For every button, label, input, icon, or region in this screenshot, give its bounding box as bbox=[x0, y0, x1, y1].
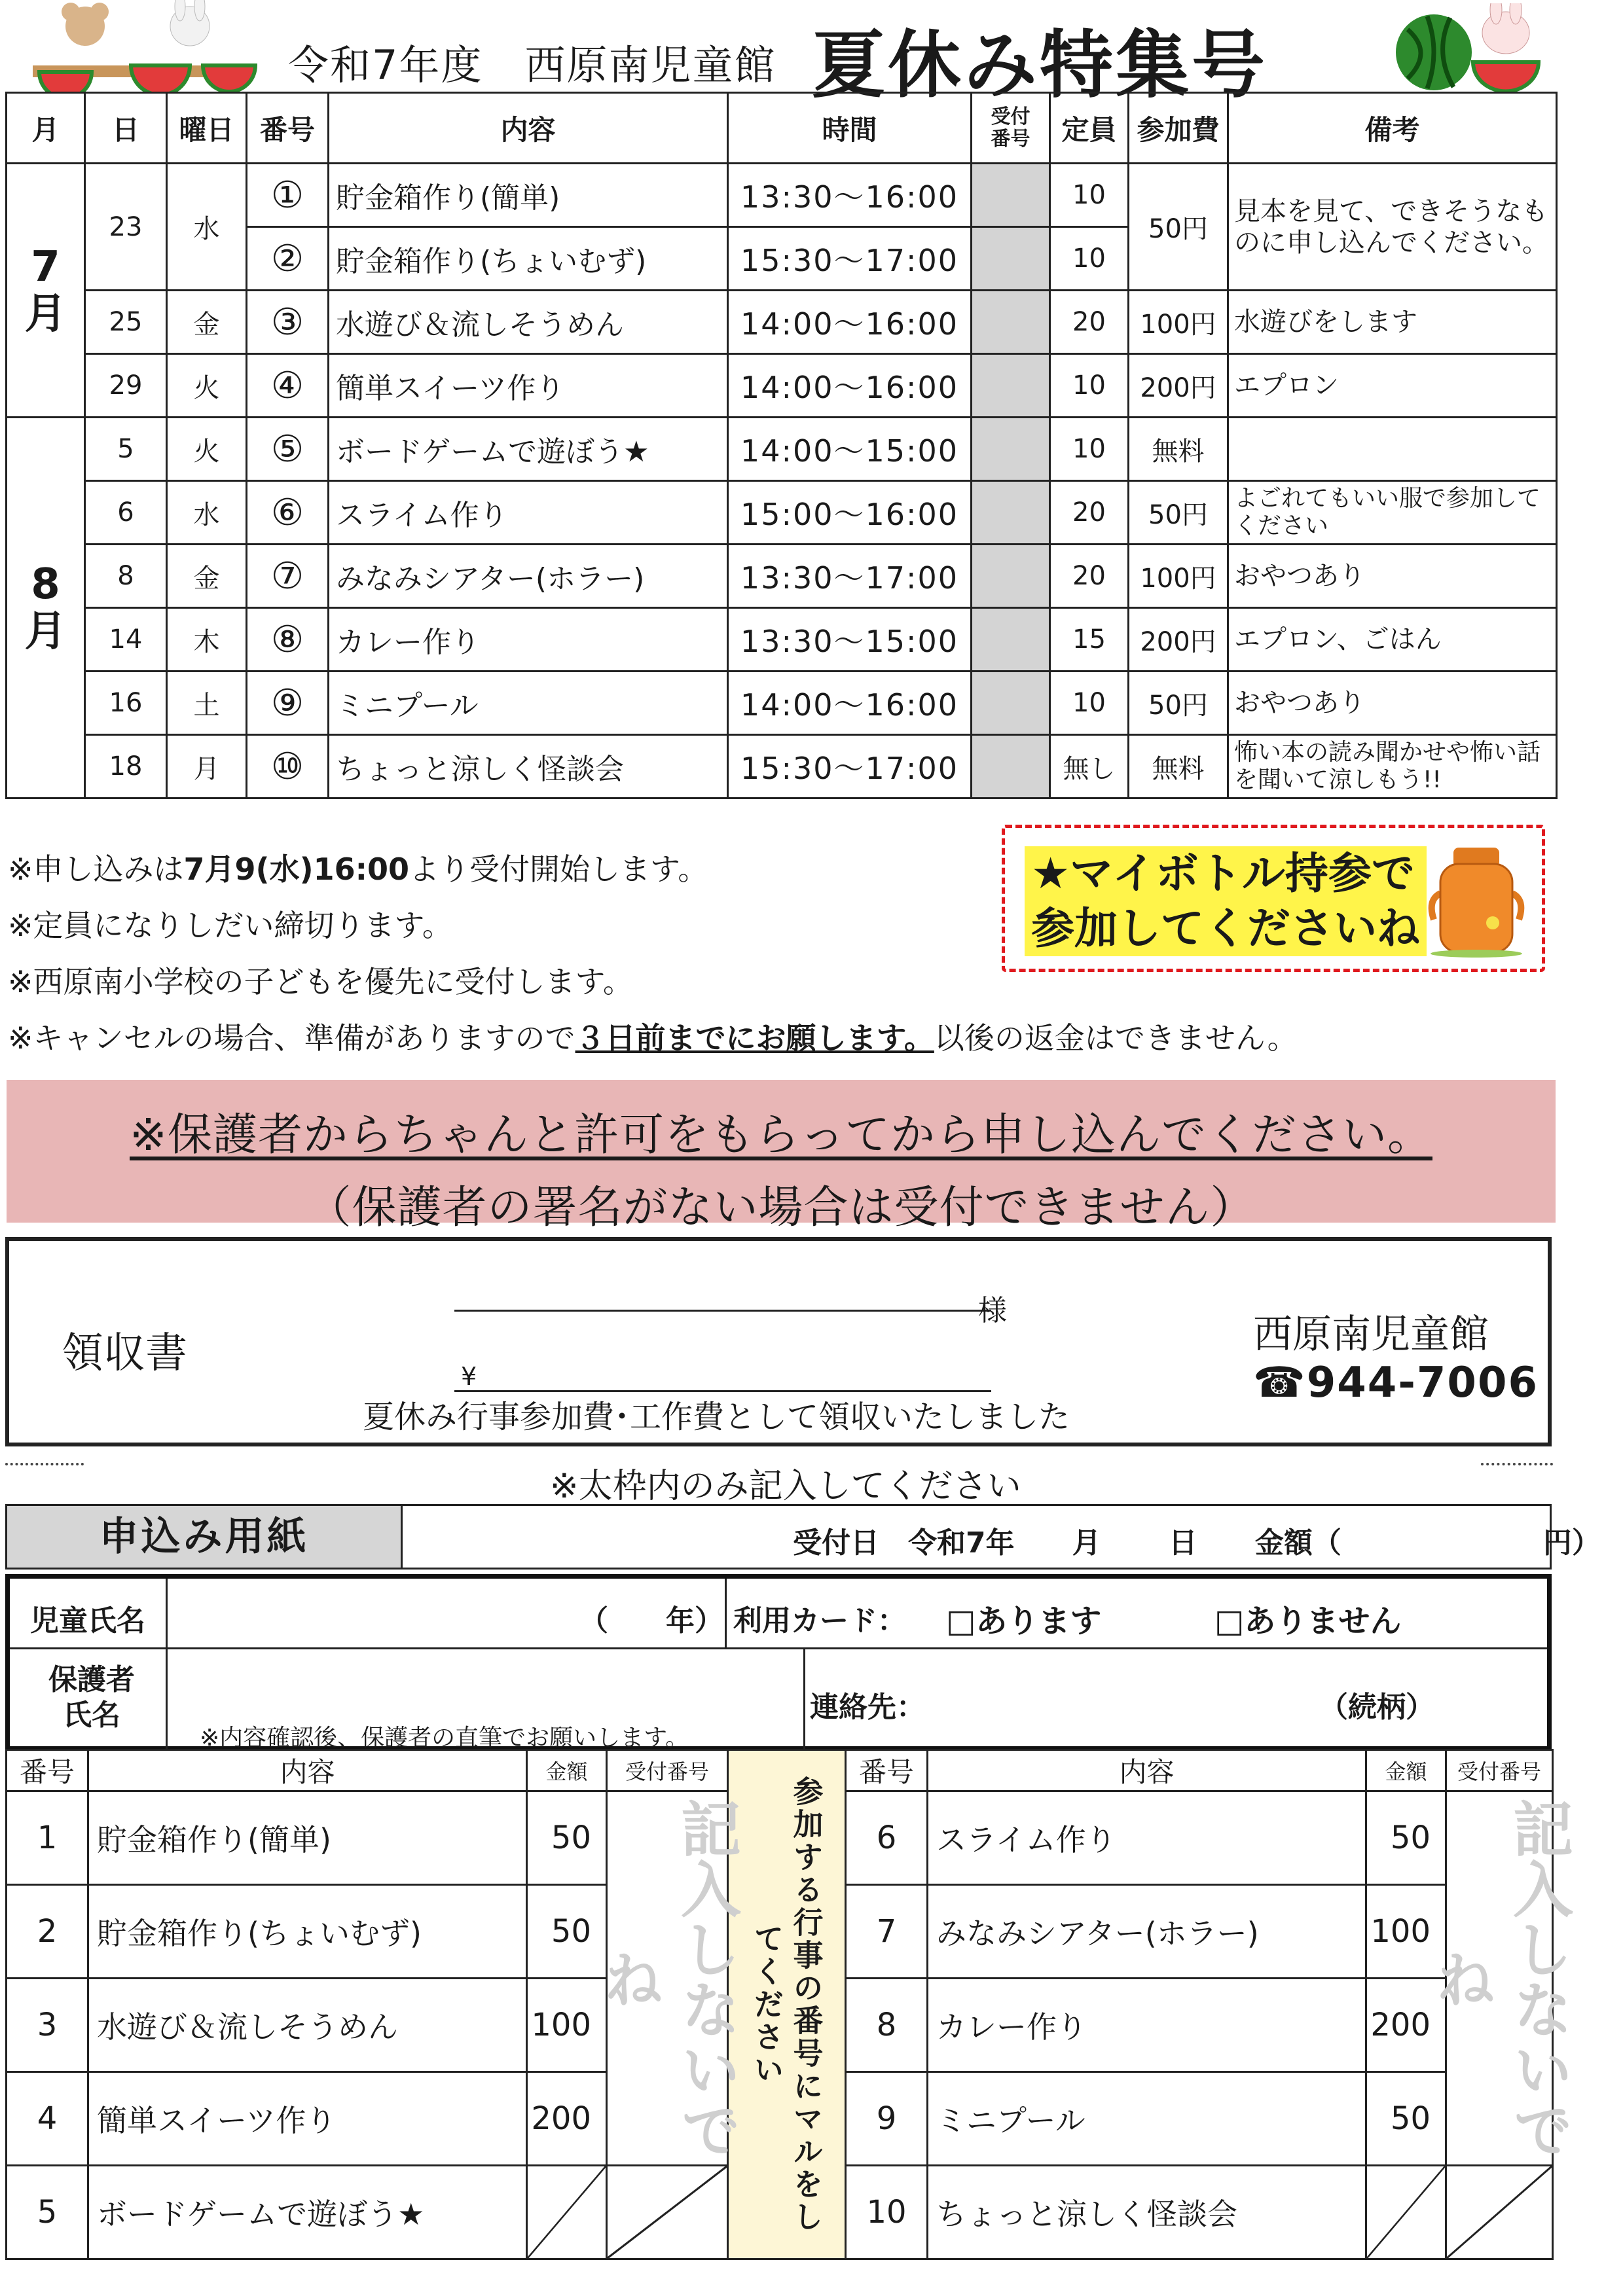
capacity-cell: 20 bbox=[1050, 291, 1129, 354]
fee-cell: 無料 bbox=[1129, 735, 1228, 798]
capacity-cell: 10 bbox=[1050, 164, 1129, 227]
event-content: カレー作り bbox=[928, 1979, 1366, 2072]
watermelon-rabbit-illustration bbox=[1388, 3, 1545, 92]
table-row bbox=[7, 608, 1557, 672]
event-amount: 50 bbox=[1366, 1791, 1446, 1885]
col-number: 番号 bbox=[846, 1750, 928, 1791]
number-cell: ⑤ bbox=[247, 418, 329, 481]
fee-cell: 無料 bbox=[1129, 418, 1228, 481]
number-cell: ⑩ bbox=[247, 735, 329, 798]
event-amount: 200 bbox=[527, 2072, 607, 2166]
slash-mark bbox=[608, 2166, 727, 2258]
receipt-name-line bbox=[454, 1310, 991, 1312]
time-cell: 15:00～16:00 bbox=[728, 481, 972, 545]
time-cell: 13:30～17:00 bbox=[728, 545, 972, 608]
content-cell: 貯金箱作り(ちょいむず) bbox=[329, 227, 728, 291]
receipt-number-cell bbox=[972, 227, 1050, 291]
event-number[interactable]: 2 bbox=[7, 1885, 88, 1979]
receipt-title: 領収書 bbox=[62, 1329, 187, 1378]
day-cell: 18 bbox=[85, 735, 167, 798]
note-cancel: ※キャンセルの場合、準備がありますので３日前までにお願します。以後の返金はできません。 bbox=[8, 1020, 1298, 1056]
fee-cell: 50円 bbox=[1129, 672, 1228, 735]
slash-mark bbox=[528, 2166, 606, 2258]
note-cell: よごれてもいい服で参加してください bbox=[1228, 481, 1557, 545]
note-priority: ※西原南小学校の子どもを優先に受付します。 bbox=[8, 964, 633, 999]
circle-instruction: 参加する行事の番号にマルをしてください bbox=[728, 1750, 846, 2259]
event-content: ボードゲームで遊ぼう★ bbox=[88, 2166, 527, 2259]
grade-label: （ 年） bbox=[579, 1604, 723, 1638]
card-yes-checkbox[interactable]: □あります bbox=[946, 1603, 1102, 1640]
table-row bbox=[7, 164, 1557, 227]
content-cell: 水遊び＆流しそうめん bbox=[329, 291, 728, 354]
weekday-cell: 金 bbox=[167, 291, 247, 354]
receipt bbox=[5, 1237, 1552, 1446]
fee-cell: 200円 bbox=[1129, 608, 1228, 672]
relation-label: （続柄） bbox=[1319, 1691, 1434, 1724]
event-number[interactable]: 5 bbox=[7, 2166, 88, 2259]
weekday-cell: 土 bbox=[167, 672, 247, 735]
time-cell: 13:30～16:00 bbox=[728, 164, 972, 227]
note-cell: 怖い本の読み聞かせや怖い話を聞いて涼しもう!! bbox=[1228, 735, 1557, 798]
guardian-label: 保護者氏名 bbox=[48, 1663, 135, 1732]
event-content: 貯金箱作り(ちょいむず) bbox=[88, 1885, 527, 1979]
receipt-slash-cell bbox=[607, 2166, 728, 2259]
weekday-cell: 火 bbox=[167, 354, 247, 418]
event-number[interactable]: 3 bbox=[7, 1979, 88, 2072]
content-cell: カレー作り bbox=[329, 608, 728, 672]
event-content: スライム作り bbox=[928, 1791, 1366, 1885]
amount-slash-cell bbox=[527, 2166, 607, 2259]
time-cell: 13:30～15:00 bbox=[728, 608, 972, 672]
col-number: 番号 bbox=[7, 1750, 88, 1791]
month-july: 7月 bbox=[7, 164, 85, 418]
col-receipt-number: 受付番号 bbox=[607, 1750, 728, 1791]
slash-mark bbox=[1367, 2166, 1445, 2258]
receipt-sama: 様 bbox=[978, 1294, 1007, 1327]
contact-field[interactable] bbox=[926, 1652, 1319, 1750]
note-cell: エプロン、ごはん bbox=[1228, 608, 1557, 672]
col-content: 内容 bbox=[88, 1750, 527, 1791]
time-cell: 15:30～17:00 bbox=[728, 227, 972, 291]
water-bottle-icon bbox=[1424, 841, 1529, 959]
note-start: ※申し込みは7月9(水)16:00より受付開始します。 bbox=[8, 852, 708, 887]
day-cell: 6 bbox=[85, 481, 167, 545]
month-august: 8月 bbox=[7, 418, 85, 798]
note-capacity: ※定員になりしだい締切ります。 bbox=[8, 908, 452, 943]
note-cell bbox=[1228, 418, 1557, 481]
note-cell: 見本を見て、できそうなものに申し込んでください。 bbox=[1228, 164, 1557, 291]
divider bbox=[166, 1579, 168, 1750]
event-amount: 50 bbox=[1366, 2072, 1446, 2166]
card-no-checkbox[interactable]: □ありません bbox=[1214, 1603, 1402, 1640]
card-label: 利用カード： bbox=[733, 1604, 906, 1638]
event-content: みなみシアター(ホラー) bbox=[928, 1885, 1366, 1979]
divider bbox=[725, 1579, 727, 1649]
fee-cell: 100円 bbox=[1129, 545, 1228, 608]
col-amount: 金額 bbox=[527, 1750, 607, 1791]
fill-instruction: ※太枠内のみ記入してください bbox=[550, 1467, 1021, 1506]
event-number[interactable]: 10 bbox=[846, 2166, 928, 2259]
grid-header-row bbox=[7, 1750, 1553, 1791]
number-cell: ⑧ bbox=[247, 608, 329, 672]
header-weekday: 曜日 bbox=[167, 93, 247, 164]
header-time: 時間 bbox=[728, 93, 972, 164]
guardian-banner: ※保護者からちゃんと許可をもらってから申し込んでください。 （保護者の署名がない場合は受付できません） bbox=[7, 1080, 1556, 1223]
event-content: ちょっと涼しく怪談会 bbox=[928, 2166, 1366, 2259]
number-cell: ④ bbox=[247, 354, 329, 418]
phone-number: ☎944-7006 bbox=[1253, 1359, 1539, 1407]
header bbox=[0, 0, 1623, 108]
content-cell: ミニプール bbox=[329, 672, 728, 735]
weekday-cell: 火 bbox=[167, 418, 247, 481]
content-cell: みなみシアター(ホラー) bbox=[329, 545, 728, 608]
content-cell: ちょっと涼しく怪談会 bbox=[329, 735, 728, 798]
event-number[interactable]: 1 bbox=[7, 1791, 88, 1885]
receipt-date-label: 受付日 令和7年 月 日 金額（ 円） bbox=[793, 1526, 1601, 1560]
application-header bbox=[5, 1504, 1601, 1570]
weekday-cell: 水 bbox=[167, 481, 247, 545]
header-day: 日 bbox=[85, 93, 167, 164]
bottle-callout bbox=[1002, 825, 1545, 972]
amount-slash-cell bbox=[1366, 2166, 1446, 2259]
time-cell: 14:00～16:00 bbox=[728, 354, 972, 418]
time-cell: 15:30～17:00 bbox=[728, 735, 972, 798]
day-cell: 23 bbox=[85, 164, 167, 291]
capacity-cell: 10 bbox=[1050, 227, 1129, 291]
receipt-number-cell bbox=[972, 418, 1050, 481]
event-number[interactable]: 8 bbox=[846, 1979, 928, 2072]
capacity-cell: 20 bbox=[1050, 545, 1129, 608]
receipt-number-cell bbox=[972, 481, 1050, 545]
number-cell: ① bbox=[247, 164, 329, 227]
table-row bbox=[7, 418, 1557, 481]
receipt-number-cell bbox=[972, 608, 1050, 672]
application-title: 申込み用紙 bbox=[7, 1506, 403, 1568]
capacity-cell: 20 bbox=[1050, 481, 1129, 545]
fee-cell: 50円 bbox=[1129, 481, 1228, 545]
event-amount: 200 bbox=[1366, 1979, 1446, 2072]
capacity-cell: 10 bbox=[1050, 418, 1129, 481]
header-number: 番号 bbox=[247, 93, 329, 164]
child-name-label: 児童氏名 bbox=[30, 1604, 145, 1638]
event-content: 貯金箱作り(簡単) bbox=[88, 1791, 527, 1885]
capacity-cell: 15 bbox=[1050, 608, 1129, 672]
event-content: ミニプール bbox=[928, 2072, 1366, 2166]
receipt-text: 夏休み行事参加費･工作費として領収いたしました bbox=[363, 1399, 1070, 1435]
note-cell: 水遊びをします bbox=[1228, 291, 1557, 354]
note-cell: エプロン bbox=[1228, 354, 1557, 418]
table-row bbox=[7, 481, 1557, 545]
time-cell: 14:00～16:00 bbox=[728, 291, 972, 354]
col-content: 内容 bbox=[928, 1750, 1366, 1791]
table-header-row bbox=[7, 93, 1557, 164]
receipt-number-cell bbox=[972, 164, 1050, 227]
bottle-text: ★マイボトル持参で 参加してくださいね bbox=[1025, 846, 1427, 956]
event-content: 簡単スイーツ作り bbox=[88, 2072, 527, 2166]
capacity-cell: 10 bbox=[1050, 672, 1129, 735]
day-cell: 14 bbox=[85, 608, 167, 672]
number-cell: ② bbox=[247, 227, 329, 291]
header-notes: 備考 bbox=[1228, 93, 1557, 164]
capacity-cell: 無し bbox=[1050, 735, 1129, 798]
receipt-number-cell bbox=[972, 735, 1050, 798]
schedule-table bbox=[5, 92, 1558, 799]
contact-label: 連絡先： bbox=[810, 1691, 925, 1724]
fee-cell: 200円 bbox=[1129, 354, 1228, 418]
header-fee: 参加費 bbox=[1129, 93, 1228, 164]
header-capacity: 定員 bbox=[1050, 93, 1129, 164]
day-cell: 16 bbox=[85, 672, 167, 735]
content-cell: ボードゲームで遊ぼう★ bbox=[329, 418, 728, 481]
guardian-note: ※内容確認後、保護者の直筆でお願いします。 bbox=[200, 1725, 689, 1751]
divider bbox=[803, 1649, 805, 1750]
table-row bbox=[7, 291, 1557, 354]
capacity-cell: 10 bbox=[1050, 354, 1129, 418]
event-content: 水遊び＆流しそうめん bbox=[88, 1979, 527, 2072]
note-cell: おやつあり bbox=[1228, 672, 1557, 735]
time-cell: 14:00～15:00 bbox=[728, 418, 972, 481]
cut-line-right bbox=[1481, 1463, 1553, 1465]
fee-cell: 100円 bbox=[1129, 291, 1228, 354]
col-amount: 金額 bbox=[1366, 1750, 1446, 1791]
day-cell: 25 bbox=[85, 291, 167, 354]
subtitle: 令和7年度 西原南児童館 bbox=[288, 41, 776, 89]
time-cell: 14:00～16:00 bbox=[728, 672, 972, 735]
fee-cell: 50円 bbox=[1129, 164, 1228, 291]
table-row bbox=[7, 735, 1557, 798]
number-cell: ⑨ bbox=[247, 672, 329, 735]
event-number[interactable]: 4 bbox=[7, 2072, 88, 2166]
weekday-cell: 水 bbox=[167, 164, 247, 291]
weekday-cell: 木 bbox=[167, 608, 247, 672]
receipt-number-cell bbox=[972, 291, 1050, 354]
receipt-slash-cell bbox=[1446, 2166, 1553, 2259]
day-cell: 5 bbox=[85, 418, 167, 481]
day-cell: 8 bbox=[85, 545, 167, 608]
watermelon-mouse-illustration bbox=[13, 0, 262, 92]
event-number[interactable]: 9 bbox=[846, 2072, 928, 2166]
slash-mark bbox=[1447, 2166, 1552, 2258]
note-cell: おやつあり bbox=[1228, 545, 1557, 608]
event-selection-table bbox=[5, 1749, 1573, 2260]
header-month: 月 bbox=[7, 93, 85, 164]
table-row bbox=[7, 354, 1557, 418]
content-cell: スライム作り bbox=[329, 481, 728, 545]
org-name: 西原南児童館 bbox=[1253, 1312, 1489, 1357]
weekday-cell: 金 bbox=[167, 545, 247, 608]
table-row bbox=[7, 545, 1557, 608]
receipt-number-cell bbox=[972, 354, 1050, 418]
header-content: 内容 bbox=[329, 93, 728, 164]
table-row bbox=[7, 672, 1557, 735]
header-receipt-number: 受付番号 bbox=[972, 93, 1050, 164]
event-amount: 100 bbox=[1366, 1885, 1446, 1979]
number-cell: ③ bbox=[247, 291, 329, 354]
number-cell: ⑦ bbox=[247, 545, 329, 608]
event-amount: 50 bbox=[527, 1885, 607, 1979]
receipt-yen: ¥ bbox=[461, 1362, 477, 1391]
col-receipt-number: 受付番号 bbox=[1446, 1750, 1553, 1791]
cut-line-left bbox=[5, 1463, 84, 1465]
do-not-fill-watermark: 記入しないでね bbox=[1446, 1791, 1553, 2166]
event-amount: 100 bbox=[527, 1979, 607, 2072]
page-title: 夏休み特集号 bbox=[812, 23, 1267, 108]
content-cell: 簡単スイーツ作り bbox=[329, 354, 728, 418]
do-not-fill-watermark: 記入しないでね bbox=[607, 1791, 728, 2166]
receipt-number-cell bbox=[972, 545, 1050, 608]
content-cell: 貯金箱作り(簡単) bbox=[329, 164, 728, 227]
day-cell: 29 bbox=[85, 354, 167, 418]
event-number[interactable]: 7 bbox=[846, 1885, 928, 1979]
receipt-number-cell bbox=[972, 672, 1050, 735]
event-number[interactable]: 6 bbox=[846, 1791, 928, 1885]
applicant-info-box bbox=[5, 1574, 1552, 1751]
event-amount: 50 bbox=[527, 1791, 607, 1885]
weekday-cell: 月 bbox=[167, 735, 247, 798]
number-cell: ⑥ bbox=[247, 481, 329, 545]
